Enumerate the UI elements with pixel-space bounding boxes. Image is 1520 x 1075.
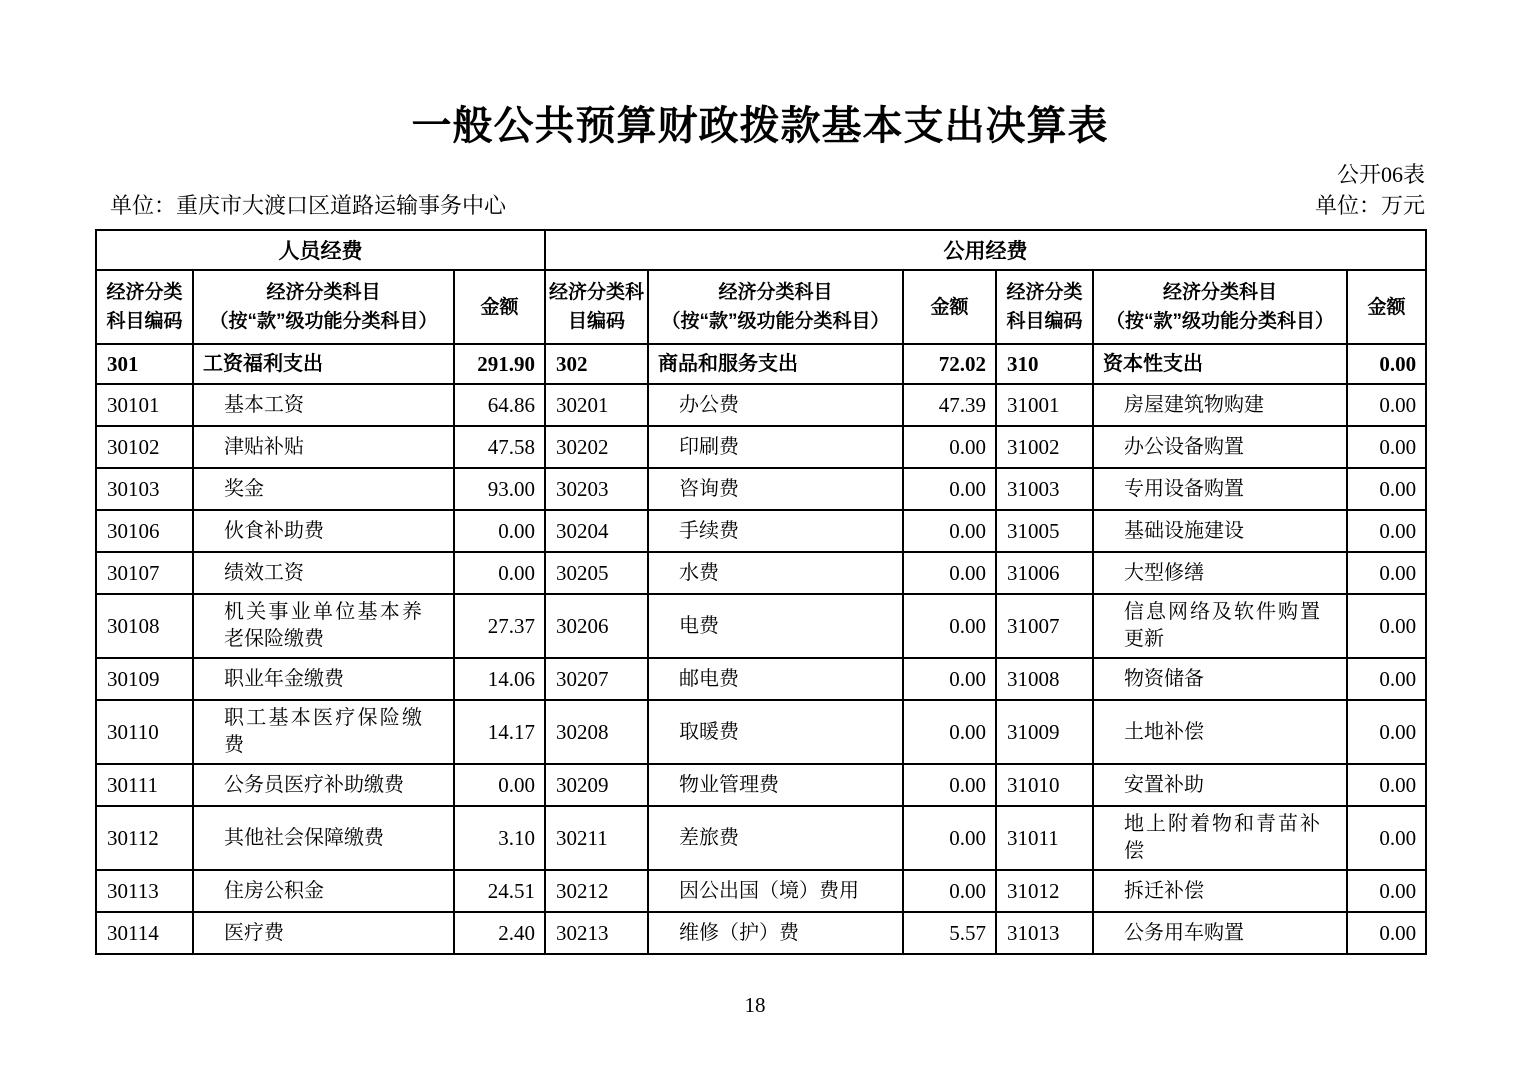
col-header-subject-line2: （按“款”级功能分类科目） bbox=[661, 311, 890, 333]
code-cell: 302 bbox=[545, 344, 648, 384]
code-cell: 30102 bbox=[96, 426, 193, 468]
code-cell: 31010 bbox=[996, 764, 1093, 806]
col-header-amount-3: 金额 bbox=[1347, 270, 1426, 344]
amount-cell: 0.00 bbox=[903, 468, 996, 510]
table-row bbox=[96, 870, 1426, 912]
amount-cell: 0.00 bbox=[1347, 552, 1426, 594]
amount-cell: 14.06 bbox=[454, 658, 545, 700]
subject-cell: 奖金 bbox=[193, 468, 454, 510]
code-cell: 30108 bbox=[96, 594, 193, 658]
amount-cell: 64.86 bbox=[454, 384, 545, 426]
subject-cell: 工资福利支出 bbox=[193, 344, 454, 384]
amount-cell: 0.00 bbox=[903, 594, 996, 658]
col-header-subject-1 bbox=[193, 270, 454, 344]
code-cell: 31008 bbox=[996, 658, 1093, 700]
code-cell: 31013 bbox=[996, 912, 1093, 954]
amount-cell: 0.00 bbox=[903, 552, 996, 594]
amount-cell: 0.00 bbox=[1347, 384, 1426, 426]
subject-cell: 咨询费 bbox=[648, 468, 903, 510]
subject-cell: 其他社会保障缴费 bbox=[193, 806, 454, 870]
subject-cell: 物资储备 bbox=[1093, 658, 1347, 700]
table-row bbox=[96, 344, 1426, 384]
code-cell: 30101 bbox=[96, 384, 193, 426]
subject-cell: 职工基本医疗保险缴费 bbox=[193, 700, 454, 764]
subject-cell: 资本性支出 bbox=[1093, 344, 1347, 384]
code-cell: 30201 bbox=[545, 384, 648, 426]
code-cell: 31005 bbox=[996, 510, 1093, 552]
subject-cell: 公务用车购置 bbox=[1093, 912, 1347, 954]
subject-cell: 取暖费 bbox=[648, 700, 903, 764]
subject-cell: 医疗费 bbox=[193, 912, 454, 954]
table-row bbox=[96, 700, 1426, 764]
code-cell: 30208 bbox=[545, 700, 648, 764]
subject-cell: 电费 bbox=[648, 594, 903, 658]
subject-cell: 公务员医疗补助缴费 bbox=[193, 764, 454, 806]
group-header-row bbox=[96, 230, 1426, 270]
code-cell: 30103 bbox=[96, 468, 193, 510]
amount-cell: 0.00 bbox=[454, 552, 545, 594]
amount-cell: 0.00 bbox=[454, 510, 545, 552]
amount-cell: 0.00 bbox=[1347, 510, 1426, 552]
amount-cell: 0.00 bbox=[1347, 658, 1426, 700]
col-header-amount-2: 金额 bbox=[903, 270, 996, 344]
subject-cell: 安置补助 bbox=[1093, 764, 1347, 806]
subject-cell: 职业年金缴费 bbox=[193, 658, 454, 700]
code-cell: 31002 bbox=[996, 426, 1093, 468]
column-header-row bbox=[96, 270, 1426, 344]
amount-cell: 3.10 bbox=[454, 806, 545, 870]
col-header-subject-line1: 经济分类科目 bbox=[718, 281, 833, 303]
subject-cell: 大型修缮 bbox=[1093, 552, 1347, 594]
amount-cell: 0.00 bbox=[1347, 468, 1426, 510]
code-cell: 31006 bbox=[996, 552, 1093, 594]
table-row bbox=[96, 764, 1426, 806]
page-number: 18 bbox=[744, 993, 766, 1017]
col-header-subject-line2: （按“款”级功能分类科目） bbox=[209, 311, 438, 333]
code-cell: 30202 bbox=[545, 426, 648, 468]
amount-cell: 2.40 bbox=[454, 912, 545, 954]
subject-cell: 办公设备购置 bbox=[1093, 426, 1347, 468]
code-cell: 30211 bbox=[545, 806, 648, 870]
amount-cell: 0.00 bbox=[903, 426, 996, 468]
table-row bbox=[96, 468, 1426, 510]
amount-cell: 47.58 bbox=[454, 426, 545, 468]
col-header-subject-2 bbox=[648, 270, 903, 344]
code-cell: 31001 bbox=[996, 384, 1093, 426]
subject-cell: 维修（护）费 bbox=[648, 912, 903, 954]
subject-cell: 基本工资 bbox=[193, 384, 454, 426]
group-header-public: 公用经费 bbox=[545, 230, 1426, 270]
code-cell: 31012 bbox=[996, 870, 1093, 912]
subject-cell: 绩效工资 bbox=[193, 552, 454, 594]
amount-cell: 0.00 bbox=[1347, 344, 1426, 384]
code-cell: 31011 bbox=[996, 806, 1093, 870]
code-cell: 301 bbox=[96, 344, 193, 384]
col-header-subject-3 bbox=[1093, 270, 1347, 344]
code-cell: 30206 bbox=[545, 594, 648, 658]
amount-cell: 0.00 bbox=[1347, 426, 1426, 468]
table-row bbox=[96, 552, 1426, 594]
code-cell: 30207 bbox=[545, 658, 648, 700]
amount-cell: 0.00 bbox=[1347, 700, 1426, 764]
amount-cell: 291.90 bbox=[454, 344, 545, 384]
amount-cell: 24.51 bbox=[454, 870, 545, 912]
amount-cell: 93.00 bbox=[454, 468, 545, 510]
subject-cell: 津贴补贴 bbox=[193, 426, 454, 468]
code-cell: 30110 bbox=[96, 700, 193, 764]
subject-cell: 邮电费 bbox=[648, 658, 903, 700]
basic-expenditure-table bbox=[95, 229, 1427, 955]
amount-cell: 14.17 bbox=[454, 700, 545, 764]
col-header-code-1: 经济分类科目编码 bbox=[96, 270, 193, 344]
code-cell: 30106 bbox=[96, 510, 193, 552]
table-row bbox=[96, 384, 1426, 426]
col-header-subject-line2: （按“款”级功能分类科目） bbox=[1106, 311, 1335, 333]
amount-cell: 0.00 bbox=[1347, 594, 1426, 658]
subject-cell: 商品和服务支出 bbox=[648, 344, 903, 384]
subject-cell: 因公出国（境）费用 bbox=[648, 870, 903, 912]
amount-cell: 0.00 bbox=[1347, 912, 1426, 954]
subject-cell: 专用设备购置 bbox=[1093, 468, 1347, 510]
code-cell: 30213 bbox=[545, 912, 648, 954]
code-cell: 310 bbox=[996, 344, 1093, 384]
amount-cell: 0.00 bbox=[1347, 806, 1426, 870]
subject-cell: 基础设施建设 bbox=[1093, 510, 1347, 552]
amount-cell: 0.00 bbox=[903, 764, 996, 806]
code-cell: 30109 bbox=[96, 658, 193, 700]
amount-cell: 0.00 bbox=[903, 806, 996, 870]
subject-cell: 办公费 bbox=[648, 384, 903, 426]
code-cell: 30204 bbox=[545, 510, 648, 552]
subject-cell: 信息网络及软件购置更新 bbox=[1093, 594, 1347, 658]
amount-cell: 0.00 bbox=[903, 510, 996, 552]
amount-cell: 0.00 bbox=[1347, 870, 1426, 912]
form-number-label: 公开06表 bbox=[1336, 162, 1425, 187]
table-row bbox=[96, 658, 1426, 700]
code-cell: 30203 bbox=[545, 468, 648, 510]
col-header-subject-line1: 经济分类科目 bbox=[1163, 281, 1278, 303]
code-cell: 31007 bbox=[996, 594, 1093, 658]
amount-cell: 0.00 bbox=[1347, 764, 1426, 806]
code-cell: 30112 bbox=[96, 806, 193, 870]
code-cell: 31009 bbox=[996, 700, 1093, 764]
code-cell: 31003 bbox=[996, 468, 1093, 510]
subject-cell: 水费 bbox=[648, 552, 903, 594]
amount-cell: 72.02 bbox=[903, 344, 996, 384]
subject-cell: 机关事业单位基本养老保险缴费 bbox=[193, 594, 454, 658]
table-row bbox=[96, 806, 1426, 870]
amount-cell: 5.57 bbox=[903, 912, 996, 954]
subject-cell: 物业管理费 bbox=[648, 764, 903, 806]
table-row bbox=[96, 426, 1426, 468]
amount-cell: 0.00 bbox=[903, 870, 996, 912]
amount-cell: 47.39 bbox=[903, 384, 996, 426]
code-cell: 30209 bbox=[545, 764, 648, 806]
amount-cell: 27.37 bbox=[454, 594, 545, 658]
amount-cell: 0.00 bbox=[903, 658, 996, 700]
amount-cell: 0.00 bbox=[903, 700, 996, 764]
meta-row bbox=[95, 194, 1425, 218]
code-cell: 30107 bbox=[96, 552, 193, 594]
subject-cell: 伙食补助费 bbox=[193, 510, 454, 552]
reporting-unit-label: 单位：重庆市大渡口区道路运输事务中心 bbox=[110, 193, 507, 219]
table-row bbox=[96, 912, 1426, 954]
subject-cell: 手续费 bbox=[648, 510, 903, 552]
table-body bbox=[96, 344, 1426, 954]
currency-unit-label: 单位：万元 bbox=[1314, 193, 1425, 219]
col-header-subject-line1: 经济分类科目 bbox=[266, 281, 381, 303]
code-cell: 30205 bbox=[545, 552, 648, 594]
subject-cell: 印刷费 bbox=[648, 426, 903, 468]
subject-cell: 房屋建筑物购建 bbox=[1093, 384, 1347, 426]
group-header-personnel: 人员经费 bbox=[96, 230, 545, 270]
table-row bbox=[96, 594, 1426, 658]
subject-cell: 差旅费 bbox=[648, 806, 903, 870]
code-cell: 30212 bbox=[545, 870, 648, 912]
subject-cell: 拆迁补偿 bbox=[1093, 870, 1347, 912]
subject-cell: 地上附着物和青苗补偿 bbox=[1093, 806, 1347, 870]
code-cell: 30114 bbox=[96, 912, 193, 954]
col-header-code-3: 经济分类科目编码 bbox=[996, 270, 1093, 344]
col-header-amount-1: 金额 bbox=[454, 270, 545, 344]
col-header-code-2: 经济分类科目编码 bbox=[545, 270, 648, 344]
table-row bbox=[96, 510, 1426, 552]
subject-cell: 住房公积金 bbox=[193, 870, 454, 912]
code-cell: 30113 bbox=[96, 870, 193, 912]
subject-cell: 土地补偿 bbox=[1093, 700, 1347, 764]
amount-cell: 0.00 bbox=[454, 764, 545, 806]
page-title: 一般公共预算财政拨款基本支出决算表 bbox=[411, 104, 1109, 148]
code-cell: 30111 bbox=[96, 764, 193, 806]
